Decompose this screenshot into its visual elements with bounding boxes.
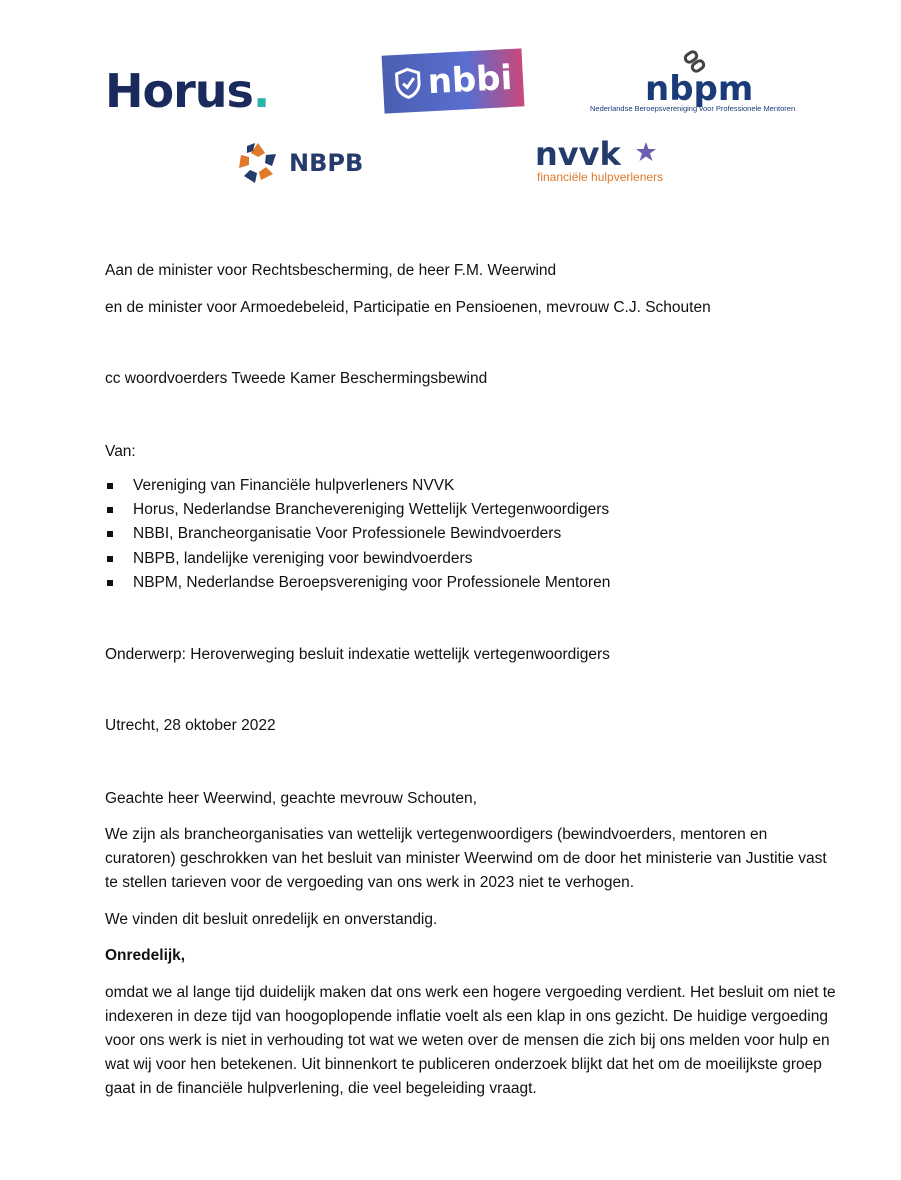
- list-item: [105, 547, 610, 571]
- subject-line: Onderwerp: Heroverweging besluit indexatie wettelijk vertegenwoordigers: [105, 646, 610, 663]
- salutation: Geachte heer Weerwind, geachte mevrouw Schouten,: [105, 790, 477, 807]
- addressee-line-2: en de minister voor Armoedebeleid, Participatie en Pensioenen, mevrouw C.J. Schouten: [105, 299, 711, 316]
- nbpb-logo: [235, 140, 363, 186]
- bullet-marker: [107, 531, 113, 537]
- nvvk-logo-text: nvvk: [535, 135, 621, 173]
- list-item: [105, 498, 610, 522]
- list-item-text: NBBI, Brancheorganisatie Voor Professionele Bewindvoerders: [133, 525, 562, 543]
- list-item: [105, 571, 610, 595]
- star-icon: [635, 141, 657, 163]
- addressee-line-1: Aan de minister voor Rechtsbescherming, de heer F.M. Weerwind: [105, 262, 557, 279]
- paragraph-3: omdat we al lange tijd duidelijk maken dat ons werk een hogere vergoeding verdient. Het besluit om niet te indexeren in deze tijd van hoogoplopende inflatie voelt als een klap in ons gezicht. De huidige vergoeding voor ons werk is niet in verhouding tot wat we weten over de mensen die zich bij ons melden voor hulp en wat wij voor hen betekenen. Uit binnenkort te publiceren onderzoek blijkt dat het om de moeilijkste groep gaat in de financiële hulpverlening, die veel begeleiding vraagt.: [105, 984, 836, 1097]
- bullet-marker: [107, 507, 113, 513]
- list-item-text: Vereniging van Financiële hulpverleners NVVK: [133, 477, 455, 494]
- nbpm-logo-text: nbpm: [645, 69, 754, 109]
- list-item-text: NBPB, landelijke vereniging voor bewindvoerders: [133, 549, 473, 567]
- shield-icon: [393, 67, 423, 100]
- horus-logo: [105, 64, 270, 118]
- bullet-marker: [107, 580, 113, 586]
- nbbi-logo: [382, 48, 525, 113]
- nvvk-logo-subtitle: financiële hulpverleners: [537, 170, 664, 184]
- from-label: Van:: [105, 443, 136, 460]
- nbpm-logo-subtitle: Nederlandse Beroepsvereniging voor Professionele Mentoren: [590, 104, 796, 113]
- paragraph-2: We vinden dit besluit onredelijk en onverstandig.: [105, 911, 438, 928]
- nvvk-logo: [535, 135, 665, 184]
- nbpb-emblem-icon: [235, 140, 281, 186]
- nbpm-logo: [590, 50, 810, 120]
- nbbi-logo-text: nbbi: [426, 57, 514, 103]
- bullet-marker: [107, 483, 113, 489]
- list-item-text: Horus, Nederlandse Branchevereniging Wettelijk Vertegenwoordigers: [133, 501, 610, 519]
- horus-logo-dot: .: [252, 64, 270, 118]
- list-item-text: NBPM, Nederlandse Beroepsvereniging voor Professionele Mentoren: [133, 573, 611, 591]
- place-date: Utrecht, 28 oktober 2022: [105, 717, 276, 734]
- nbpb-logo-text: NBPB: [289, 149, 364, 177]
- paragraph-1: We zijn als brancheorganisaties van wettelijk vertegenwoordigers (bewindvoerders, mentoren en curatoren) geschrokken van het besluit van minister Weerwind om de door het ministerie van Justitie vast te stellen tarieven voor de vergoeding van ons werk in 2023 niet te verhogen.: [105, 826, 827, 891]
- list-item: [105, 474, 610, 498]
- horus-logo-text: Horus: [105, 64, 253, 118]
- section-heading: Onredelijk,: [105, 947, 186, 964]
- sender-list: [105, 474, 610, 595]
- bullet-marker: [107, 556, 113, 562]
- cc-line: cc woordvoerders Tweede Kamer Beschermingsbewind: [105, 370, 488, 387]
- list-item: [105, 522, 610, 546]
